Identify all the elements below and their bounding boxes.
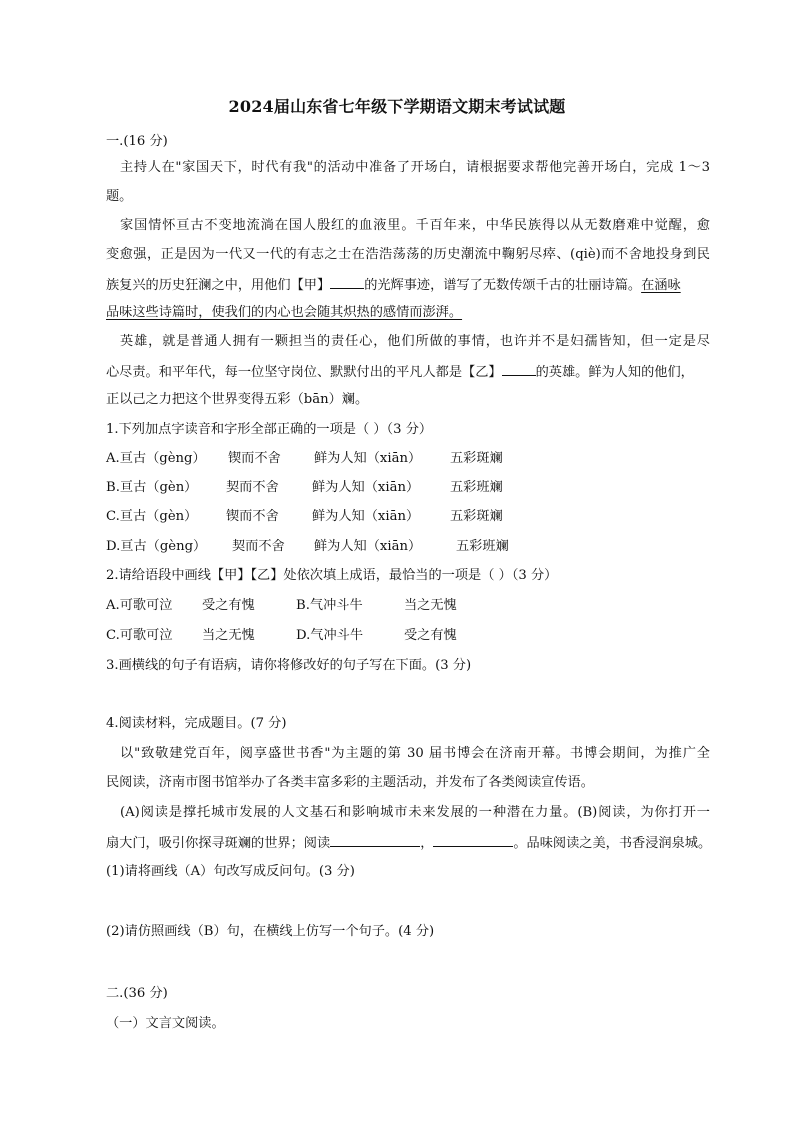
page-title: 2024届山东省七年级下学期语文期末考试试题 <box>228 97 566 116</box>
q4-material-line-1: 以"致敬建党百年，阅享盛世书香"为主题的第 30 届书博会在济南开幕。书博会期间，为推广全 <box>120 746 710 761</box>
q4-sub2: (2)请仿照画线（B）句，在横线上仿写一个句子。(4 分) <box>106 924 435 939</box>
blank-jia <box>330 274 364 289</box>
passage2-line-3: 正以己之力把这个世界变得五彩（bān）斓。 <box>106 392 369 407</box>
intro-line-1: 主持人在"家国天下，时代有我"的活动中准备了开场白，请根据要求帮他完善开场白，完成 1～3 <box>120 160 710 175</box>
blank-yi <box>502 361 536 376</box>
passage1-line-3-part-b: 的光辉事迹，谱写了无数传颂千古的壮丽诗篇。 <box>364 278 642 293</box>
q2-stem: 2.请给语段中画线【甲】【乙】处依次填上成语，最恰当的一项是（ ）（3 分） <box>106 568 558 583</box>
intro-line-2: 题。 <box>106 189 133 204</box>
passage2-line-2-part-b: 的英雄。鲜为人知的他们， <box>535 365 694 380</box>
section-one-heading: 一.(16 分) <box>106 134 168 149</box>
section-two-subheading: （一）文言文阅读。 <box>106 1016 225 1031</box>
passage1-line-1: 家国情怀亘古不变地流淌在国人殷红的血液里。千百年来，中华民族得以从无数磨难中觉醒，愈 <box>120 218 710 233</box>
underlined-sentence-start: 在涵咏 <box>641 278 681 293</box>
passage1-line-2: 变愈强，正是因为一代又一代的有志之士在浩浩荡荡的历史潮流中鞠躬尽瘁、(qiè)而不舍地投身到民 <box>106 247 710 262</box>
q1-stem: 1.下列加点字读音和字形全部正确的一项是（ ）（3 分） <box>106 422 433 437</box>
exam-page: 2024届山东省七年级下学期语文期末考试试题 一.(16 分) 主持人在"家国天下，时代有我"的活动中准备了开场白，请根据要求帮他完善开场白，完成 1～3 题。 家国情怀亘古不变地流淌在国人殷红的血液里。千百年来，中华民族得以从无数磨难中觉醒，愈 变愈强，正是因为一代又一代的有志之士在浩浩荡荡的历史潮流中鞠躬尽瘁、(qiè)而不舍地投身到民 族复兴的历史狂澜之中，用他们【甲】 的光辉事迹，谱写了无数传颂千古的壮丽诗篇。在涵咏 品味这些诗篇时，使我们的内心也会随其炽热的感情而澎湃。 英雄，就是普通人拥有一颗担当的责任心，他们所做的事情，也许并不是妇孺皆知，但一定是尽 心尽责。和平年代，每一位坚守岗位、默默付出的平凡人都是【乙】 的英雄。鲜为人知的他们， 正以己之力把这个世界变得五彩（bān）斓。 1.下列加点字读音和字形全部正确的一项是（ ）（3 分） A.亘古（gèng） 锲而不舍 鲜为人知（xiān） 五彩斑斓 B.亘古（gèn） 契而不舍 鲜为人知（xiān） 五彩班斓 C.亘古（gèn） 锲而不舍 鲜为人知（xiān） 五彩斑斓 D.亘古（gèng） 契而不舍 鲜为人知（xiān） 五彩班斓 2.请给语段中画线【甲】【乙】处依次填上成语，最恰当的一项是（ ）（3 分） A.可歌可泣 受之有愧 B.气冲斗牛 当之无愧 C.可歌可泣 当之无愧 D.气冲斗牛 受之有愧 3.画横线的句子有语病，请你将修改好的句子写在下面。(3 分) 4.阅读材料，完成题目。(7 分) 以"致敬建党百年，阅享盛世书香"为主题的第 30 届书博会在济南开幕。书博会期间，为推广全 民阅读，济南市图书馆举办了各类丰富多彩的主题活动，并发布了各类阅读宣传语。 (A)阅读是撑托城市发展的人文基石和影响城市未来发展的一种潜在力量。(B)阅读，为你打开一 扇大门，吸引你探寻斑斓的世界；阅读 ， 。品味阅读之美，书香浸润泉城。 (1)请将画线（A）句改写成反问句。(3 分) (2)请仿照画线（B）句，在横线上仿写一个句子。(4 分) 二.(36 分) （一）文言文阅读。 <box>0 0 794 1122</box>
blank-reading-2 <box>433 832 513 847</box>
passage1-line-3 <box>106 274 681 296</box>
q4-material-line-3: (A)阅读是撑托城市发展的人文基石和影响城市未来发展的一种潜在力量。(B)阅读，为你打开一 <box>120 805 710 820</box>
q4-stem: 4.阅读材料，完成题目。(7 分) <box>106 716 287 731</box>
q3-stem: 3.画横线的句子有语病，请你将修改好的句子写在下面。(3 分) <box>106 658 472 673</box>
blank-reading-1 <box>330 832 420 847</box>
q4-material-line-2: 民阅读，济南市图书馆举办了各类丰富多彩的主题活动，并发布了各类阅读宣传语。 <box>106 775 594 790</box>
q4-sub1: (1)请将画线（A）句改写成反问句。(3 分) <box>106 864 355 879</box>
q4-material-line-4: 扇大门，吸引你探寻斑斓的世界；阅读 ， 。品味阅读之美，书香浸润泉城。 <box>106 832 711 854</box>
section-two-heading: 二.(36 分) <box>106 986 168 1001</box>
passage2-line-2-part-a: 心尽责。和平年代，每一位坚守岗位、默默付出的平凡人都是【乙】 <box>106 365 502 380</box>
underlined-sentence-end: 品味这些诗篇时，使我们的内心也会随其炽热的感情而澎湃。 <box>106 305 463 320</box>
passage2-line-1: 英雄，就是普通人拥有一颗担当的责任心，他们所做的事情，也许并不是妇孺皆知，但一定是尽 <box>120 334 710 349</box>
passage2-line-2 <box>106 361 694 383</box>
passage1-line-3-part-a: 族复兴的历史狂澜之中，用他们【甲】 <box>106 278 331 293</box>
